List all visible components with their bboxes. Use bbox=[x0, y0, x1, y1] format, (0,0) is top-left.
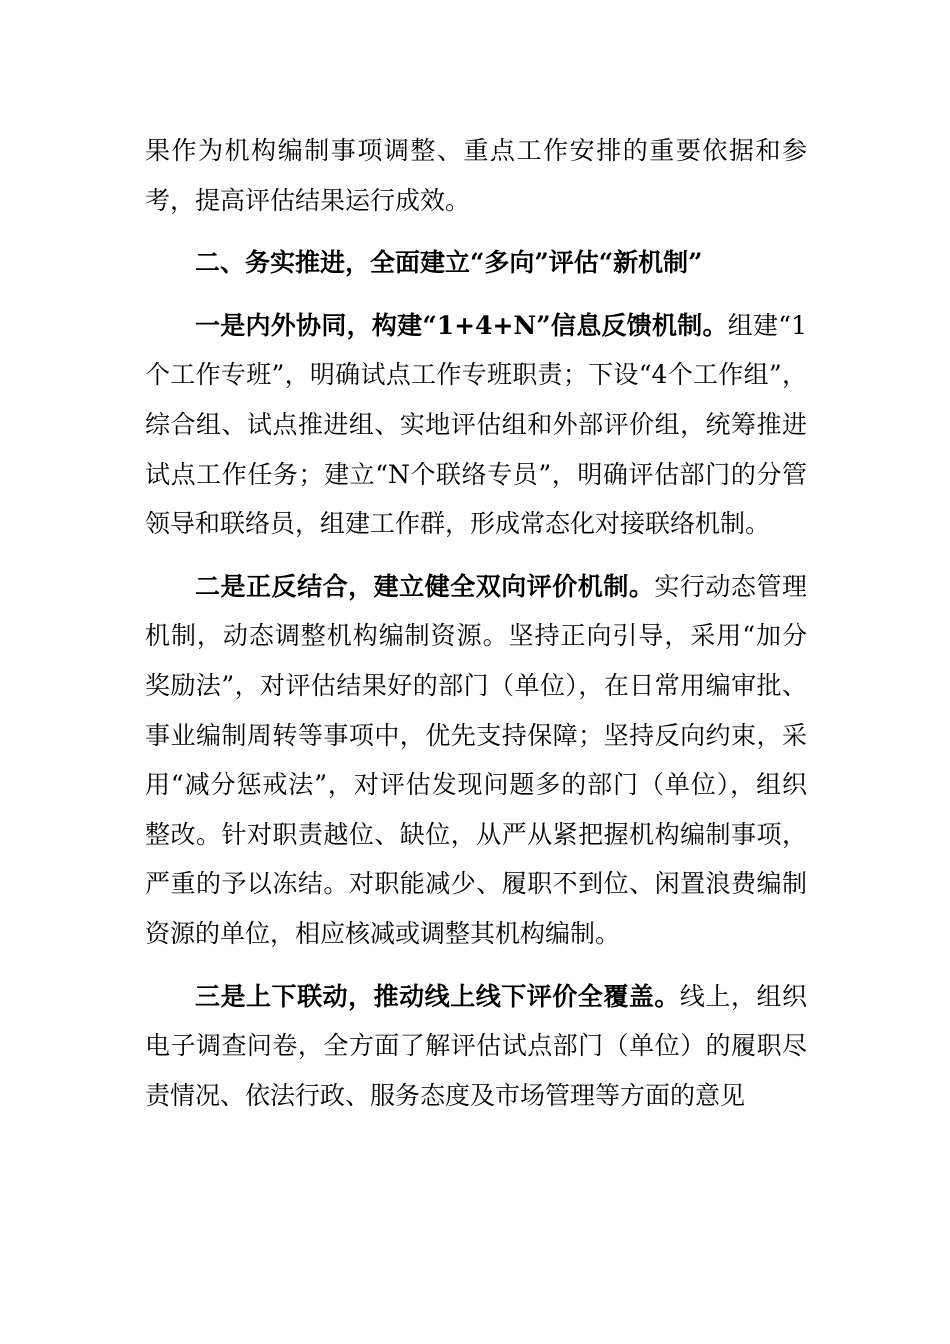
item-2-lead: 二是正反结合，建立健全双向评价机制。 bbox=[195, 571, 655, 601]
paragraph-item-2 bbox=[145, 562, 807, 959]
paragraph-item-3 bbox=[145, 972, 807, 1121]
item-1-body: 组建“1个工作专班”，明确试点工作专班职责；下设“4个工作组”，综合组、试点推进组、实地评估组和外部评价组，统筹推进试点工作任务；建立“N个联络专员”，明确评估部门的分管领导和联络员，组建工作群，形成常态化对接联络机制。 bbox=[145, 310, 807, 539]
item-1-lead: 一是内外协同，构建“1+4+N”信息反馈机制。 bbox=[195, 310, 728, 340]
paragraph-item-1 bbox=[145, 301, 807, 549]
paragraph-continuation: 果作为机构编制事项调整、重点工作安排的重要依据和参考，提高评估结果运行成效。 bbox=[145, 136, 807, 215]
section-heading: 二、务实推进，全面建立“多向”评估“新机制” bbox=[195, 248, 703, 278]
document-page bbox=[145, 126, 807, 1120]
item-3-body: 线上，组织电子调查问卷，全方面了解评估试点部门（单位）的履职尽责情况、依法行政、服务态度及市场管理等方面的意见 bbox=[145, 981, 807, 1110]
item-2-body: 实行动态管理机制，动态调整机构编制资源。坚持正向引导，采用“加分奖励法”，对评估结果好的部门（单位），在日常用编审批、事业编制周转等事项中，优先支持保障；坚持反向约束，采用“减分惩戒法”，对评估发现问题多的部门（单位），组织整改。针对职责越位、缺位，从严从紧把握机构编制事项，严重的予以冻结。对职能减少、履职不到位、闲置浪费编制资源的单位，相应核减或调整其机构编制。 bbox=[145, 571, 807, 948]
item-3-lead: 三是上下联动，推动线上线下评价全覆盖。 bbox=[195, 981, 680, 1011]
